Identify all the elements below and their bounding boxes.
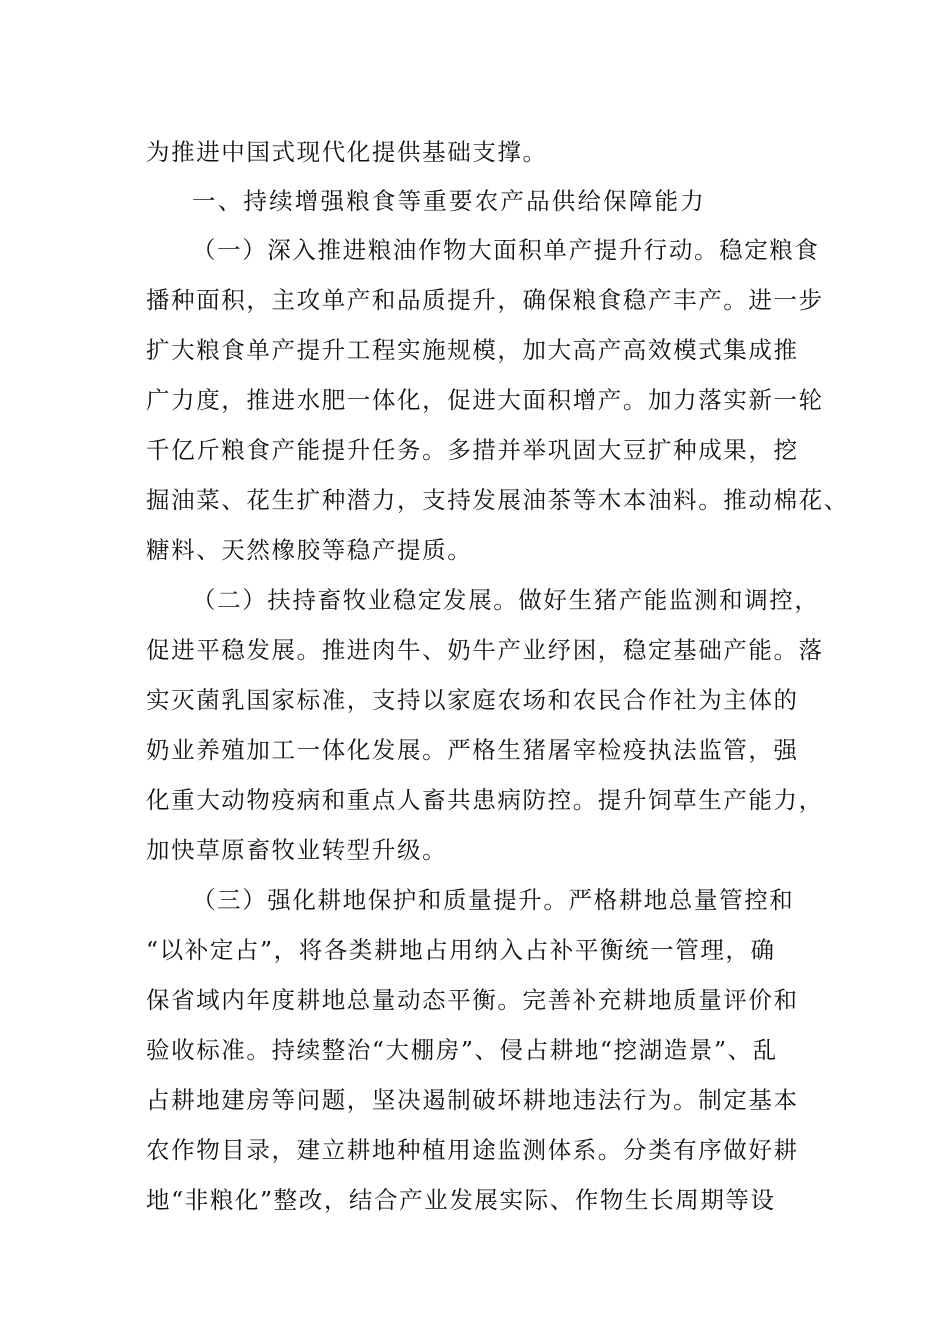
text-line-18: 保省域内年度耕地总量动态平衡。完善补充耕地质量评价和 xyxy=(146,986,799,1014)
text-line-4: 播种面积，主攻单产和品质提升，确保粮食稳产丰产。进一步 xyxy=(146,286,824,314)
text-line-7: 千亿斤粮食产能提升任务。多措并举巩固大豆扩种成果，挖 xyxy=(146,436,799,464)
text-line-14: 化重大动物疫病和重点人畜共患病防控。提升饲草生产能力， xyxy=(146,786,824,814)
text-line-12: 实灭菌乳国家标准，支持以家庭农场和农民合作社为主体的 xyxy=(146,686,799,714)
text-line-10: （二）扶持畜牧业稳定发展。做好生猪产能监测和调控， xyxy=(192,586,820,614)
text-line-19: 验收标准。持续整治“大棚房”、侵占耕地“挖湖造景”、乱 xyxy=(146,1036,778,1064)
text-line-21: 农作物目录，建立耕地种植用途监测体系。分类有序做好耕 xyxy=(146,1136,799,1164)
text-line-15: 加快草原畜牧业转型升级。 xyxy=(146,836,448,864)
section-heading-1: 一、持续增强粮食等重要农产品供给保障能力 xyxy=(192,187,706,215)
text-line-17: “以补定占”，将各类耕地占用纳入占补平衡统一管理，确 xyxy=(146,936,776,964)
text-line-11: 促进平稳发展。推进肉牛、奶牛产业纾困，稳定基础产能。落 xyxy=(146,636,824,664)
text-line-8: 掘油菜、花生扩种潜力，支持发展油茶等木本油料。推动棉花、 xyxy=(146,486,849,514)
text-line-16: （三）强化耕地保护和质量提升。严格耕地总量管控和 xyxy=(192,886,795,914)
text-line-22: 地“非粮化”整改，结合产业发展实际、作物生长周期等设 xyxy=(146,1186,776,1214)
text-line-5: 扩大粮食单产提升工程实施规模，加大高产高效模式集成推 xyxy=(146,336,799,364)
text-line-13: 奶业养殖加工一体化发展。严格生猪屠宰检疫执法监管，强 xyxy=(146,736,799,764)
text-line-6: 广力度，推进水肥一体化，促进大面积增产。加力落实新一轮 xyxy=(146,386,824,414)
text-line-20: 占耕地建房等问题，坚决遏制破坏耕地违法行为。制定基本 xyxy=(146,1086,799,1114)
text-line-1: 为推进中国式现代化提供基础支撑。 xyxy=(146,138,548,166)
text-line-3: （一）深入推进粮油作物大面积单产提升行动。稳定粮食 xyxy=(192,236,820,264)
text-line-9: 糖料、天然橡胶等稳产提质。 xyxy=(146,536,473,564)
